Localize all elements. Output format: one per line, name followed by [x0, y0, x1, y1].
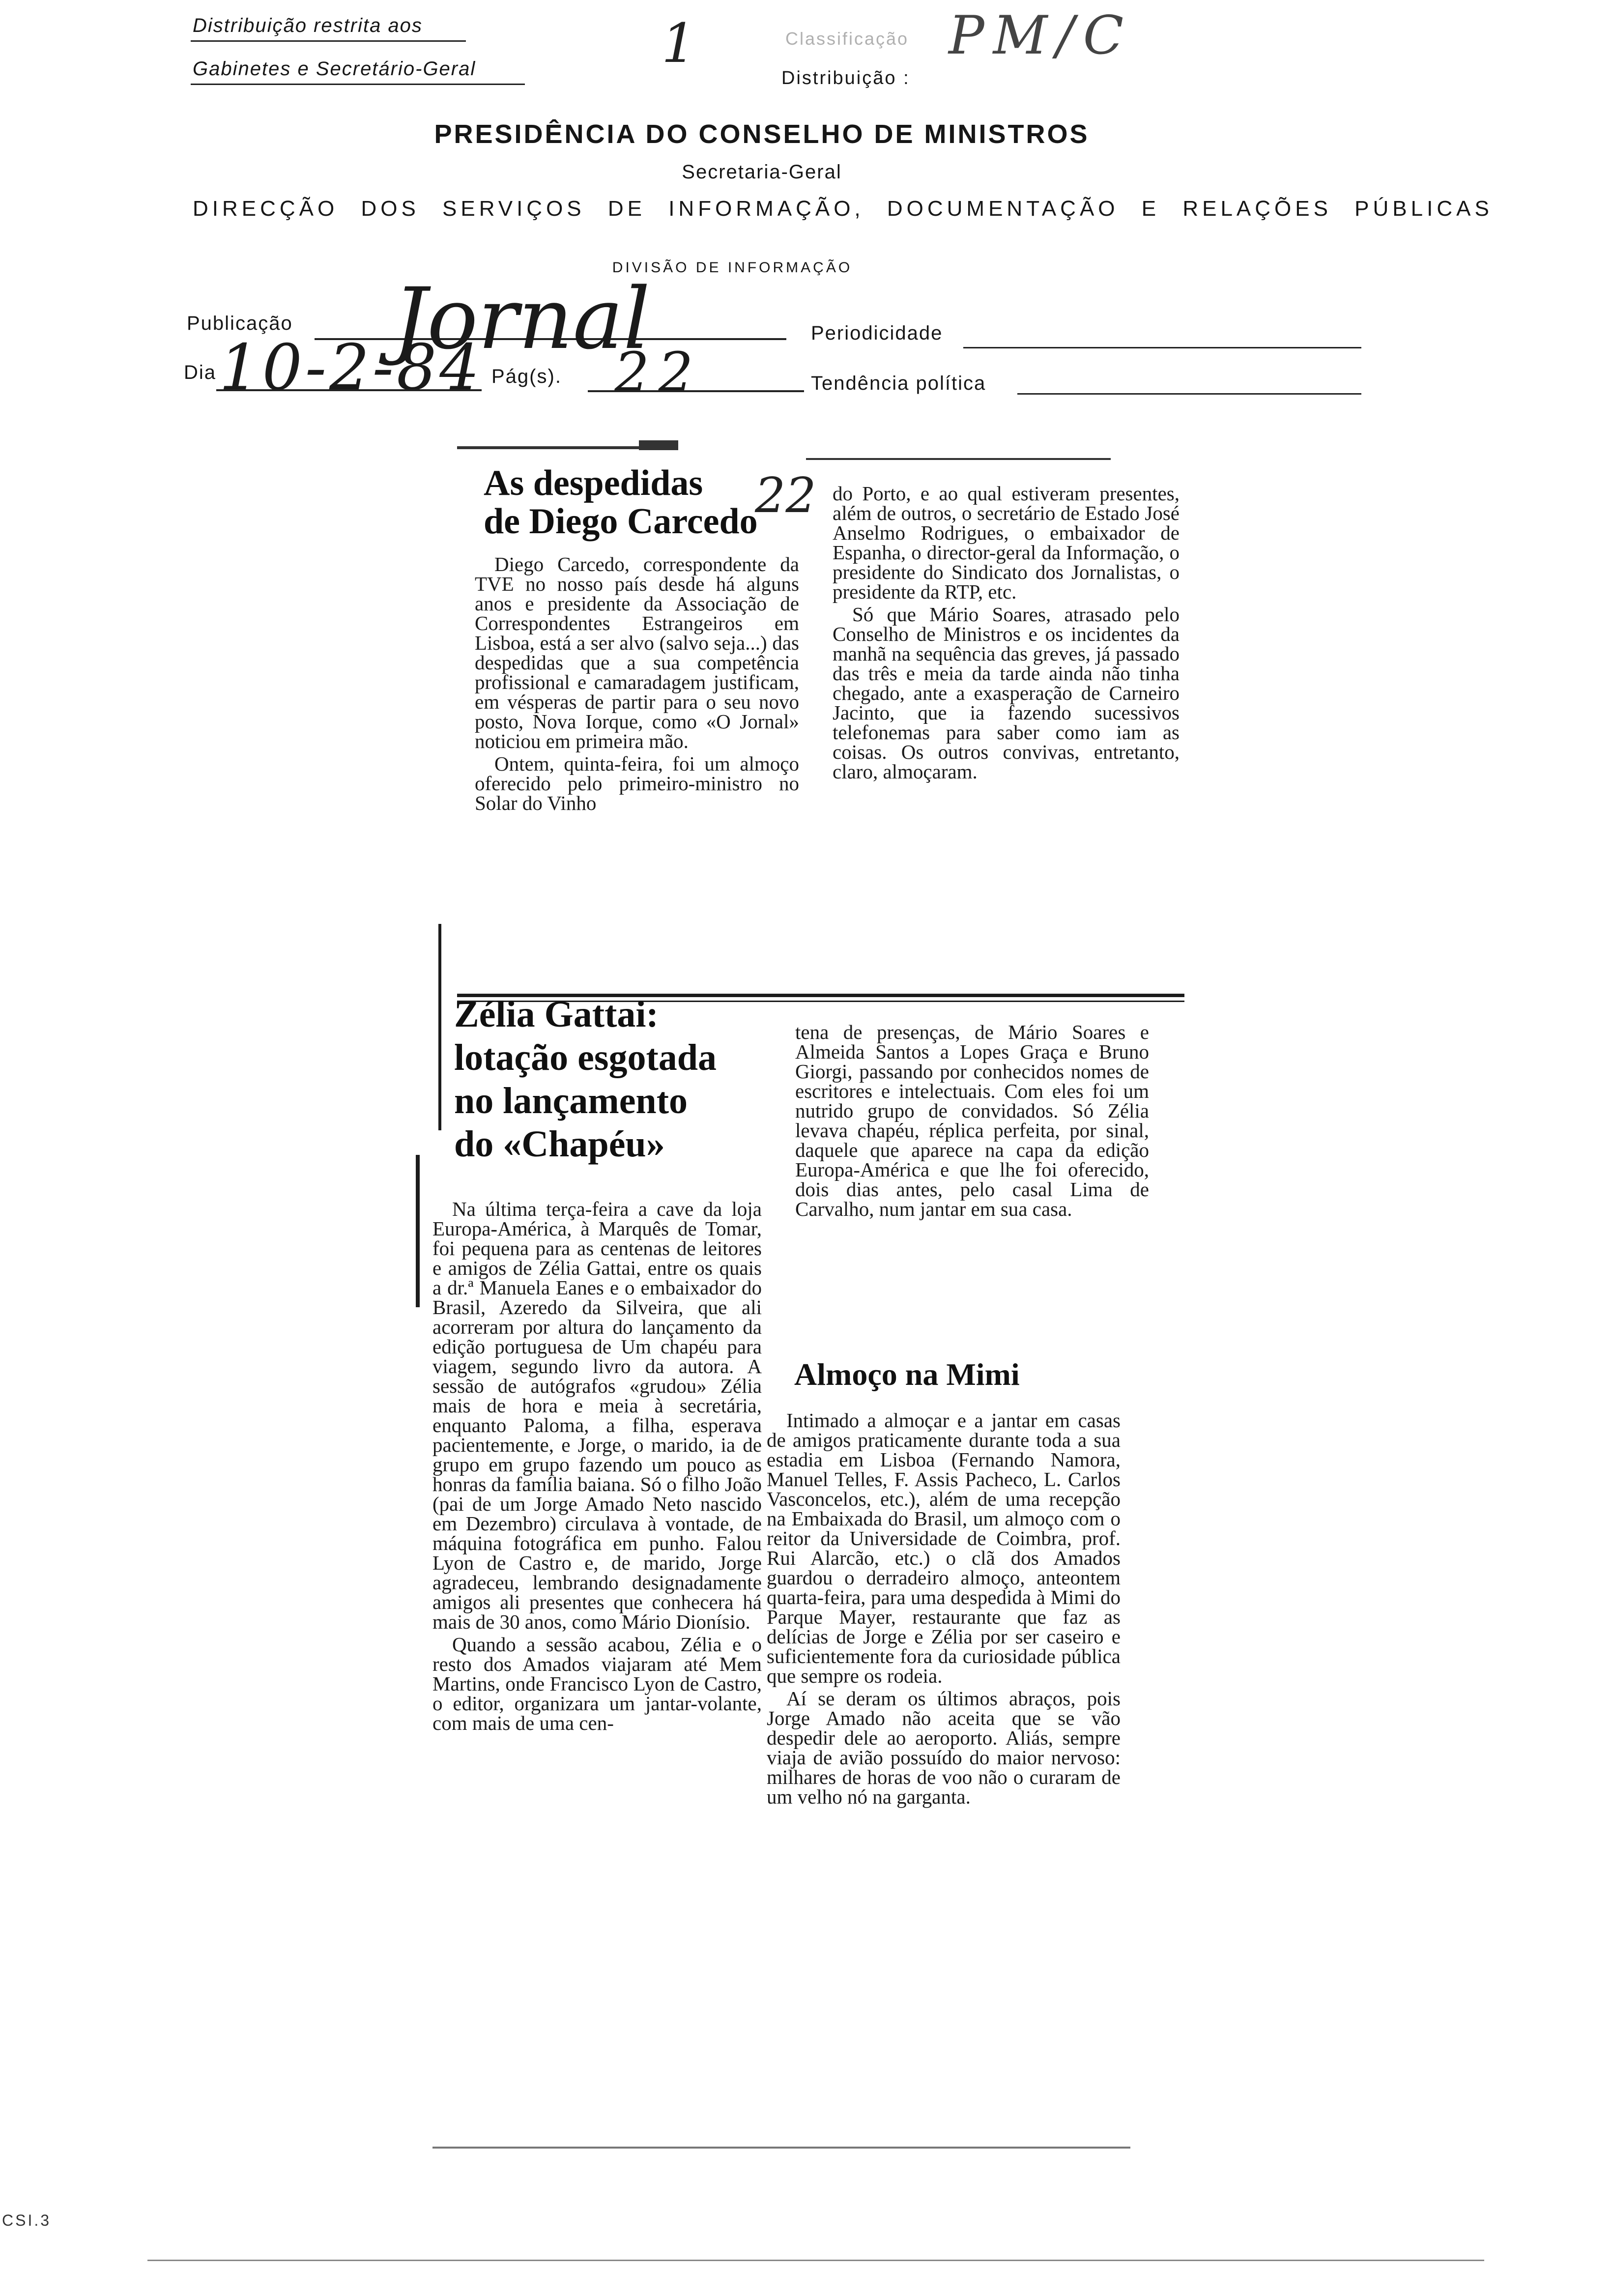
pags-line — [588, 390, 804, 392]
article1-headline-line2: de Diego Carcedo — [484, 501, 758, 542]
scan-noise-top-2 — [639, 440, 678, 450]
distribution-note-line2: Gabinetes e Secretário-Geral — [193, 58, 476, 80]
periodicidade-label: Periodicidade — [811, 322, 943, 344]
department-title: Secretaria-Geral — [682, 161, 842, 183]
article2-col1-paragraph2: Quando a sessão acabou, Zélia e o resto dos Amados viajaram até Mem Martins, onde Francisco Lyon de Castro, o editor, organizara um jantar-volante, com mais de uma cen- — [432, 1633, 762, 1734]
article1-headline — [484, 464, 758, 541]
article1-column-1 — [475, 554, 799, 813]
article2-subheading: Almoço na Mimi — [794, 1357, 1020, 1392]
margin-mark-bracket-2 — [416, 1155, 420, 1307]
article1-col1-paragraph1: Diego Carcedo, correspondente da TVE no nosso país desde há alguns anos e presidente da Associação de Correspondentes Estrangeiros em Lisboa, está a ser alvo (salvo seja...) das despedidas que a sua competência profissional e camaradagem justificam, em vésperas de partir para o seu novo posto, Nova Iorque, como «O Jornal» noticiou em primeira mão. — [475, 553, 799, 752]
org-title: PRESIDÊNCIA DO CONSELHO DE MINISTROS — [434, 119, 1090, 149]
distribution-note-line1: Distribuição restrita aos — [193, 15, 423, 36]
classificacao-label: Classificação — [785, 29, 909, 49]
dia-label: Dia — [184, 362, 217, 383]
article2-col2-paragraph2: Intimado a almoçar e a jantar em casas de amigos praticamente durante toda a sua estadia em Lisboa (Fernando Namora, Manuel Telles, F. Assis Pacheco, L. Carlos Vasconcelos, etc.), além de uma recepção na Embaixada do Brasil, um almoço com o reitor da Universidade de Coimbra, prof. Rui Alarcão, etc.) o clã dos Amados guardou o derradeiro almoço, anteontem quarta-feira, para uma despedida à Mimi do Parque Mayer, restaurante que faz as delícias de Jorge e Zélia por ser caseiro e suficientemente fora da curiosidade pública que sempre os rodeia. — [767, 1409, 1121, 1687]
margin-mark-bracket-1 — [438, 924, 441, 1130]
periodicidade-line — [963, 347, 1361, 348]
article2-headline-line2: lotação esgotada — [454, 1037, 717, 1078]
handwritten-page-mark: 1 — [662, 12, 696, 75]
distribution-underline-2 — [191, 84, 525, 85]
pags-handwritten-value: 22 — [614, 341, 702, 405]
scan-noise-footer — [147, 2260, 1484, 2261]
article2-headline — [454, 993, 717, 1166]
scan-noise-top — [457, 446, 663, 449]
article1-col2-paragraph2: Só que Mário Soares, atrasado pelo Conselho de Ministros e os incidentes da manhã na sequência das greves, já passado das três e meia da tarde ainda não tinha chegado, ante a exasperação de Carneiro Jacinto, que ia fazendo sucessivos telefonemas para saber como iam as coisas. Os outros convivas, entretanto, claro, almoçaram. — [833, 603, 1180, 783]
scan-noise-bottom — [432, 2147, 1130, 2149]
article2-headline-line3: no lançamento — [454, 1080, 688, 1121]
article2-column-2 — [795, 1022, 1149, 1219]
publicacao-label: Publicação — [187, 313, 293, 334]
tendencia-line — [1017, 393, 1361, 395]
article2-column-2b — [767, 1410, 1121, 1807]
article1-col2-paragraph1: do Porto, e ao qual estiveram presentes, além de outros, o secretário de Estado José Anselmo Rodrigues, o embaixador de Espanha, o director-geral da Informação, o presidente do Sindicato dos Jornalistas, o presidente da RTP, etc. — [833, 482, 1180, 603]
dia-line — [216, 389, 482, 391]
footer-code: CSI.3 — [2, 2211, 52, 2229]
distribuicao-label: Distribuição : — [781, 68, 910, 88]
tendencia-label: Tendência política — [811, 373, 986, 394]
article2-column-1 — [432, 1199, 762, 1733]
article1-column-2 — [833, 484, 1180, 781]
article2-col2-paragraph1: tena de presenças, de Mário Soares e Almeida Santos a Lopes Graça e Bruno Giorgi, passando por conhecidos nomes de escritores e intelectuais. Com eles foi um nutrido grupo de convidados. Só Zélia levava chapéu, réplica perfeita, por sinal, daquele que aparece na capa da edição Europa-América e que lhe foi oferecido, dois dias antes, pelo casal Lima de Carvalho, num jantar em sua casa. — [795, 1021, 1149, 1220]
article2-headline-line4: do «Chapéu» — [454, 1123, 665, 1165]
article2-headline-line1: Zélia Gattai: — [454, 994, 659, 1035]
pags-label: Pág(s). — [491, 366, 562, 387]
scan-noise-top-3 — [806, 458, 1111, 460]
directorate-title: DIRECÇÃO DOS SERVIÇOS DE INFORMAÇÃO, DOCUMENTAÇÃO E RELAÇÕES PÚBLICAS — [193, 197, 1493, 221]
article2-col1-paragraph1: Na última terça-feira a cave da loja Europa-América, à Marquês de Tomar, foi pequena para as centenas de leitores e amigos de Zélia Gattai, entre os quais a dr.ª Manuela Eanes e o embaixador do Brasil, Azeredo da Silveira, que ali acorreram por altura do lançamento da edição portuguesa de Um chapéu para viagem, segundo livro da autora. A sessão de autógrafos «grudou» Zélia mais de hora e meia à secretária, enquanto Paloma, a filha, esperava pacientemente, e Jorge, o marido, ia de grupo em grupo fazendo um pouco as honras da família baiana. Só o filho João (pai de um Jorge Amado Neto nascido em Dezembro) circulava à vontade, de máquina fotográfica em punho. Falou Lyon de Castro e, de marido, Jorge agradeceu, lembrando designadamente amigos ali presentes que conhecera há mais de 30 anos, como Mário Dionísio. — [432, 1198, 762, 1633]
article2-col2-paragraph3: Aí se deram os últimos abraços, pois Jorge Amado não aceita que se vão despedir dele ao aeroporto. Aliás, sempre viaja de avião possuído do maior nervoso: milhares de horas de voo não o curaram de um velho nó na garganta. — [767, 1687, 1121, 1808]
division-title: DIVISÃO DE INFORMAÇÃO — [612, 259, 853, 276]
article1-headline-line1: As despedidas — [484, 463, 703, 503]
publicacao-handwritten-value: Jornal — [393, 269, 651, 368]
distribution-underline-1 — [191, 40, 466, 42]
classificacao-handwritten-value: PM/C — [949, 5, 1133, 66]
article1-col1-paragraph2: Ontem, quinta-feira, foi um almoço oferecido pelo primeiro-ministro no Solar do Vinho — [475, 752, 799, 814]
article1-handwritten-page: 22 — [755, 468, 816, 524]
dia-handwritten-value: 10-2-84 — [219, 331, 483, 404]
